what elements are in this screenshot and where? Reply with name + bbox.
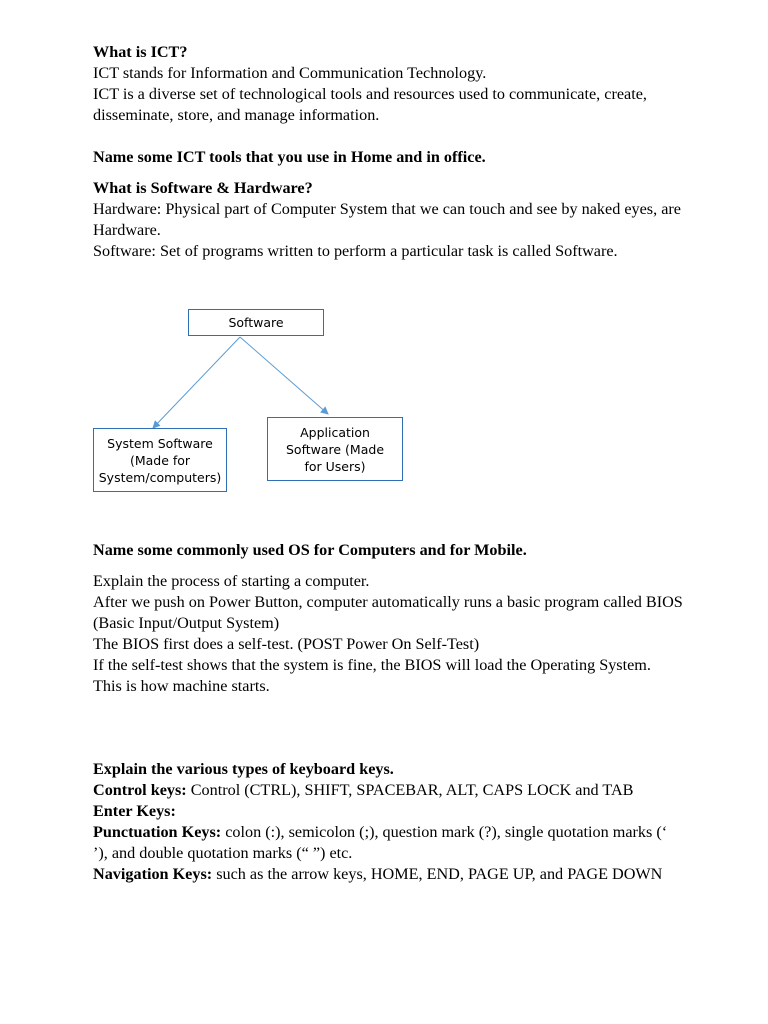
boot-section [93, 571, 683, 697]
boot-line-2: After we push on Power Button, computer automatically runs a basic program called BIOS (Basic Input/Output System) [93, 593, 683, 632]
sw-hw-heading: What is Software & Hardware? [93, 179, 313, 197]
boot-line-3: The BIOS first does a self-test. (POST Power On Self-Test) [93, 635, 480, 653]
ict-description: ICT is a diverse set of technological tools and resources used to communicate, create, disseminate, store, and manage information. [93, 85, 647, 124]
system-software-box: System Software (Made for System/computers) [93, 428, 227, 492]
keys-heading: Explain the various types of keyboard keys. [93, 760, 394, 778]
application-software-box: Application Software (Made for Users) [267, 417, 403, 481]
boot-line-4: If the self-test shows that the system is fine, the BIOS will load the Operating System. [93, 656, 651, 674]
boot-line-1: Explain the process of starting a computer. [93, 572, 370, 590]
os-question: Name some commonly used OS for Computers and for Mobile. [93, 541, 527, 559]
arrow-to-system-software [153, 337, 240, 428]
navigation-keys: Navigation Keys: such as the arrow keys, HOME, END, PAGE UP, and PAGE DOWN [93, 865, 663, 883]
control-keys: Control keys: Control (CTRL), SHIFT, SPACEBAR, ALT, CAPS LOCK and TAB [93, 781, 634, 799]
tools-question: Name some ICT tools that you use in Home and in office. [93, 148, 486, 166]
software-definition: Software: Set of programs written to perform a particular task is called Software. [93, 242, 618, 260]
ict-section [93, 42, 683, 126]
software-root-box: Software [188, 309, 324, 336]
boot-line-5: This is how machine starts. [93, 677, 270, 695]
software-hardware-section [93, 178, 683, 262]
punctuation-keys: Punctuation Keys: colon (:), semicolon (;), question mark (?), single quotation marks (‘ ’), and double quotation marks (“ ”) etc. [93, 823, 668, 862]
ict-definition: ICT stands for Information and Communication Technology. [93, 64, 487, 82]
arrow-to-application-software [240, 337, 328, 414]
keys-section [93, 759, 683, 885]
ict-heading: What is ICT? [93, 43, 188, 61]
hardware-definition: Hardware: Physical part of Computer System that we can touch and see by naked eyes, are Hardware. [93, 200, 681, 239]
enter-keys: Enter Keys: [93, 802, 176, 820]
